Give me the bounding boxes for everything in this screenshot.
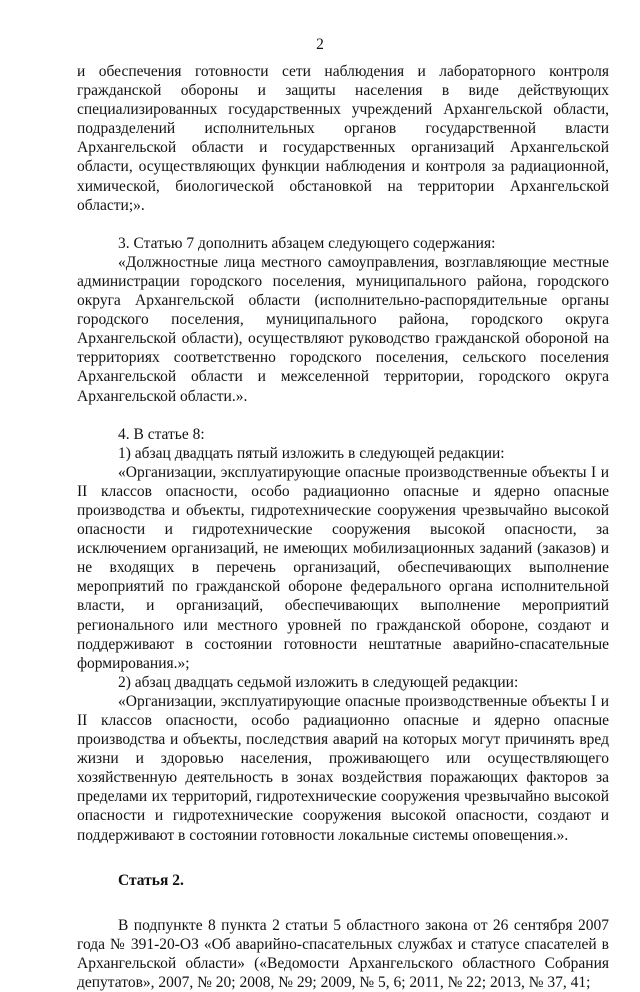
article-2-heading: Статья 2. [118,871,184,889]
paragraph-article-8-intro: 4. В статье 8: [118,425,205,443]
paragraph-item-1-intro: 1) абзац двадцать пятый изложить в следующей редакции: [118,444,505,462]
document-body [77,62,609,992]
paragraph-observation-network: и обеспечения готовности сети наблюдения и лабораторного контроля гражданской обороны и защиты населения в виде действующих специализированных государственных учреждений Архангельской области, подразделений исполнительных органов государственной власти Архангельской области и государственных организаций Архангельской области, осуществляющих функции наблюдения и контроля за радиационной, химической, биологической обстановкой на территории Архангельской области;». [77,63,609,214]
paragraph-article-2-text: В подпункте 8 пункта 2 статьи 5 областного закона от 26 сентября 2007 года № 391-20-ОЗ «Об аварийно-спасательных службах и статусе спасателей в Архангельской области» («Ведомости Архангельского областного Собрания депутатов», 2007, № 20; 2008, № 29; 2009, № 5, 6; 2011, № 22; 2013, № 37, 41; [77,916,609,992]
paragraph-item-1-text: «Организации, эксплуатирующие опасные производственные объекты I и II классов опасности, особо радиационно опасные и ядерно опасные производства и объекты, гидротехнические сооружения чрезвычайно высокой опасности и гидротехнические сооружения высокой опасности, за исключением организаций, не имеющих мобилизационных заданий (заказов) и не входящих в перечень организаций, обеспечивающих выполнение мероприятий по гражданской обороне федерального органа исполнительной власти, и организаций, обеспечивающих выполнение мероприятий регионального или местного уровней по гражданской обороне, создают и поддерживают в состоянии готовности нештатные аварийно-спасательные формирования.»; [77,463,609,672]
paragraph-item-2-intro: 2) абзац двадцать седьмой изложить в следующей редакции: [118,673,519,691]
page-number: 2 [316,36,324,53]
paragraph-item-2-text: «Организации, эксплуатирующие опасные производственные объекты I и II классов опасности, особо радиационно опасные и ядерно опасные производства и объекты, последствия аварий на которых могут причинять вред жизни и здоровью населения, проживающего или осуществляющего хозяйственную деятельность в зонах воздействия поражающих факторов за пределами их территорий, гидротехнические сооружения чрезвычайно высокой опасности и гидротехнические сооружения высокой опасности, создают и поддерживают в состоянии готовности локальные системы оповещения.». [77,692,609,844]
paragraph-article-7-intro: 3. Статью 7 дополнить абзацем следующего содержания: [118,234,496,252]
paragraph-article-7-text: «Должностные лица местного самоуправления, возглавляющие местные администрации городского поселения, муниципального района, городского округа Архангельской области (исполнительно-распорядительные органы городского поселения, муниципального района, городского округа Архангельской области), осуществляют руководство гражданской обороной на территориях соответственно городского поселения, сельского поселения Архангельской области и межселенной территории, городского округа Архангельской области.». [77,253,609,405]
